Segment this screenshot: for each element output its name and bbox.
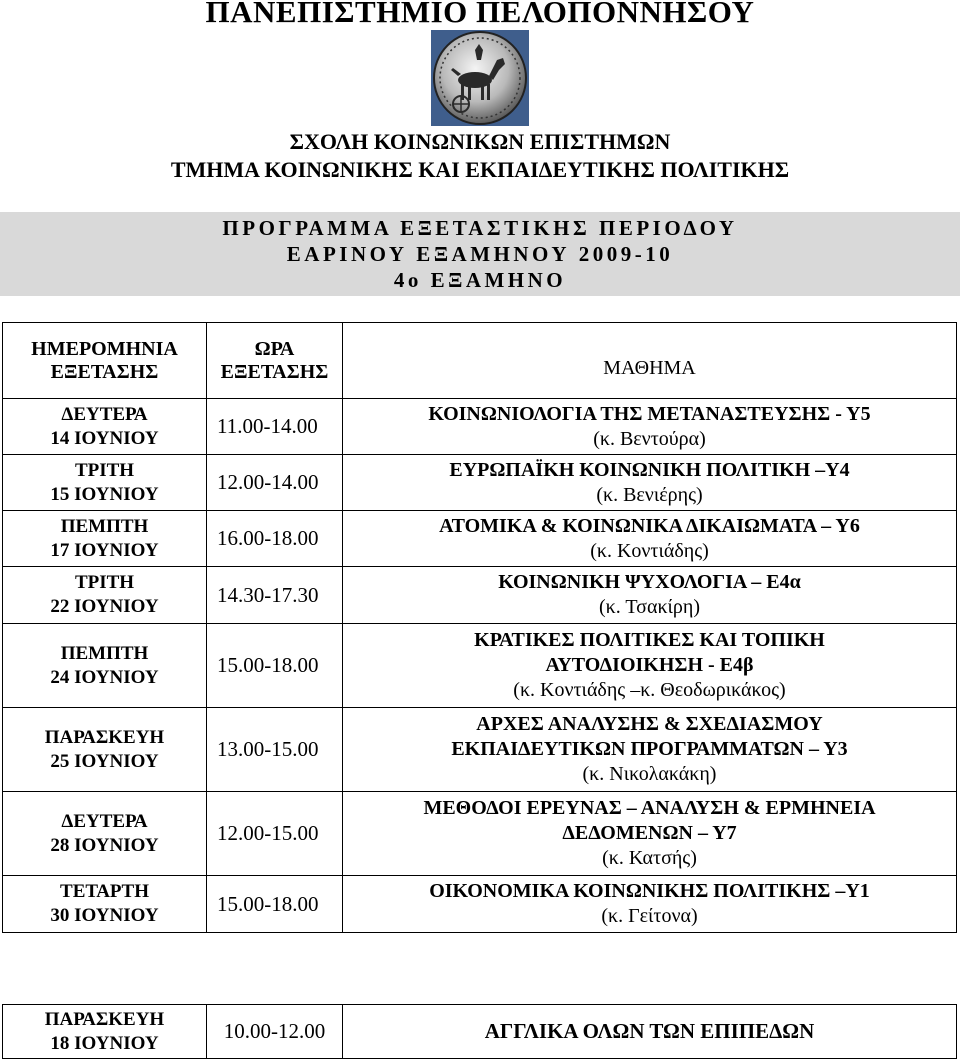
course-title-line: ΔΕΔΟΜΕΝΩΝ – Υ7 [562,822,737,844]
extra-exam-course: ΑΓΓΛΙΚΑ ΟΛΩΝ ΤΩΝ ΕΠΙΠΕΔΩΝ [343,1005,957,1059]
header-date: ΗΜΕΡΟΜΗΝΙΑ ΕΞΕΤΑΣΗΣ [3,323,207,399]
exam-course-cell [343,708,957,792]
exam-date: 30 ΙΟΥΝΙΟΥ [50,905,159,926]
exam-date: 14 ΙΟΥΝΙΟΥ [50,427,159,449]
exam-date: 24 ΙΟΥΝΙΟΥ [50,666,159,688]
exam-course-cell [343,455,957,511]
university-title: ΠΑΝΕΠΙΣΤΗΜΙΟ ΠΕΛΟΠΟΝΝΗΣΟΥ [205,0,755,29]
schedule-banner [0,212,960,296]
exam-day: ΔΕΥΤΕΡΑ [61,810,148,832]
exam-time: 16.00-18.00 [207,511,343,567]
table-row [3,624,957,708]
exam-day: ΤΡΙΤΗ [74,572,135,593]
table-row [3,876,957,933]
exam-day: ΤΡΙΤΗ [74,459,135,481]
exam-date-cell [3,624,207,708]
exam-date-cell [3,792,207,876]
extra-exam-row [3,1005,957,1059]
exam-day: ΔΕΥΤΕΡΑ [61,403,148,425]
exam-course-cell [343,567,957,624]
banner-title: ΠΡΟΓΡΑΜΜΑ ΕΞΕΤΑΣΤΙΚΗΣ ΠΕΡΙΟΔΟΥ [222,216,738,240]
exam-course-cell [343,876,957,933]
extra-exam-date: 18 ΙΟΥΝΙΟΥ [50,1032,159,1054]
extra-exam-date-cell [3,1005,207,1059]
course-title-line: ΟΙΚΟΝΟΜΙΚΑ ΚΟΙΝΩΝΙΚΗΣ ΠΟΛΙΤΙΚΗΣ –Υ1 [429,880,870,902]
exam-date: 15 ΙΟΥΝΙΟΥ [50,483,159,505]
course-professor: (κ. Κοντιάδης –κ. Θεοδωρικάκος) [513,679,786,701]
exam-time: 13.00-15.00 [207,708,343,792]
extra-exam-day: ΠΑΡΑΣΚΕΥΗ [44,1008,165,1030]
course-title-line: ΕΚΠΑΙΔΕΥΤΙΚΩΝ ΠΡΟΓΡΑΜΜΑΤΩΝ – Υ3 [451,738,848,760]
department-name: ΤΜΗΜΑ ΚΟΙΝΩΝΙΚΗΣ ΚΑΙ ΕΚΠΑΙΔΕΥΤΙΚΗΣ ΠΟΛΙΤΙΚΗΣ [170,157,790,182]
exam-day: ΠΕΜΠΤΗ [60,642,149,664]
course-professor: (κ. Κατσής) [602,847,697,869]
table-row [3,708,957,792]
exam-date-cell [3,708,207,792]
extra-exam-time: 10.00-12.00 [207,1005,343,1059]
course-title-line: ΑΡΧΕΣ ΑΝΑΛΥΣΗΣ & ΣΧΕΔΙΑΣΜΟΥ [476,713,823,735]
exam-date: 17 ΙΟΥΝΙΟΥ [50,539,159,561]
exam-course-cell [343,792,957,876]
exam-day: ΤΕΤΑΡΤΗ [60,881,149,902]
exam-date-cell [3,399,207,455]
university-seal-logo [431,30,529,126]
exam-date-cell [3,567,207,624]
course-title-line: ΑΥΤΟΔΙΟΙΚΗΣΗ - Ε4β [545,654,754,676]
school-name: ΣΧΟΛΗ ΚΟΙΝΩΝΙΚΩΝ ΕΠΙΣΤΗΜΩΝ [289,129,671,154]
extra-exam-table [2,1004,957,1059]
exam-course-cell [343,511,957,567]
course-professor: (κ. Βενιέρης) [596,483,703,506]
exam-time: 12.00-15.00 [207,792,343,876]
table-row [3,567,957,624]
course-title-line: ΚΟΙΝΩΝΙΟΛΟΓΙΑ ΤΗΣ ΜΕΤΑΝΑΣΤΕΥΣΗΣ - Υ5 [428,402,871,425]
header-course: ΜΑΘΗΜΑ [343,323,957,399]
exam-time: 15.00-18.00 [207,624,343,708]
header-time: ΩΡΑ ΕΞΕΤΑΣΗΣ [207,323,343,399]
exam-schedule-table [2,322,957,933]
course-professor: (κ. Τσακίρη) [598,596,701,618]
exam-course-cell [343,399,957,455]
exam-date: 25 ΙΟΥΝΙΟΥ [50,750,159,772]
banner-term: 4ο ΕΞΑΜΗΝΟ [393,268,567,292]
exam-date-cell [3,511,207,567]
course-title-line: ΚΡΑΤΙΚΕΣ ΠΟΛΙΤΙΚΕΣ ΚΑΙ ΤΟΠΙΚΗ [474,629,825,651]
exam-time: 14.30-17.30 [207,567,343,624]
course-professor: (κ. Γείτονα) [601,905,698,927]
exam-date-cell [3,455,207,511]
course-professor: (κ. Νικολακάκη) [582,763,717,785]
course-title-line: ΕΥΡΩΠΑΪΚΗ ΚΟΙΝΩΝΙΚΗ ΠΟΛΙΤΙΚΗ –Υ4 [449,458,850,481]
course-professor: (κ. Κοντιάδης) [590,539,709,562]
course-professor: (κ. Βεντούρα) [593,427,706,450]
table-header-row [3,323,957,399]
banner-semester: ΕΑΡΙΝΟΥ ΕΞΑΜΗΝΟΥ 2009-10 [286,242,674,266]
course-title-line: ΜΕΘΟΔΟΙ ΕΡΕΥΝΑΣ – ΑΝΑΛΥΣΗ & ΕΡΜΗΝΕΙΑ [423,797,876,819]
exam-course-cell [343,624,957,708]
course-title-line: ΑΤΟΜΙΚΑ & ΚΟΙΝΩΝΙΚΑ ΔΙΚΑΙΩΜΑΤΑ – Υ6 [439,514,860,537]
exam-date: 28 ΙΟΥΝΙΟΥ [50,834,159,856]
course-title-line: ΚΟΙΝΩΝΙΚΗ ΨΥΧΟΛΟΓΙΑ – Ε4α [498,571,801,593]
exam-time: 11.00-14.00 [207,399,343,455]
exam-date-cell [3,876,207,933]
exam-date: 22 ΙΟΥΝΙΟΥ [50,596,159,617]
exam-day: ΠΕΜΠΤΗ [60,515,149,537]
table-row [3,511,957,567]
exam-time: 12.00-14.00 [207,455,343,511]
table-row [3,399,957,455]
table-row [3,455,957,511]
exam-day: ΠΑΡΑΣΚΕΥΗ [44,726,165,748]
exam-time: 15.00-18.00 [207,876,343,933]
table-row [3,792,957,876]
